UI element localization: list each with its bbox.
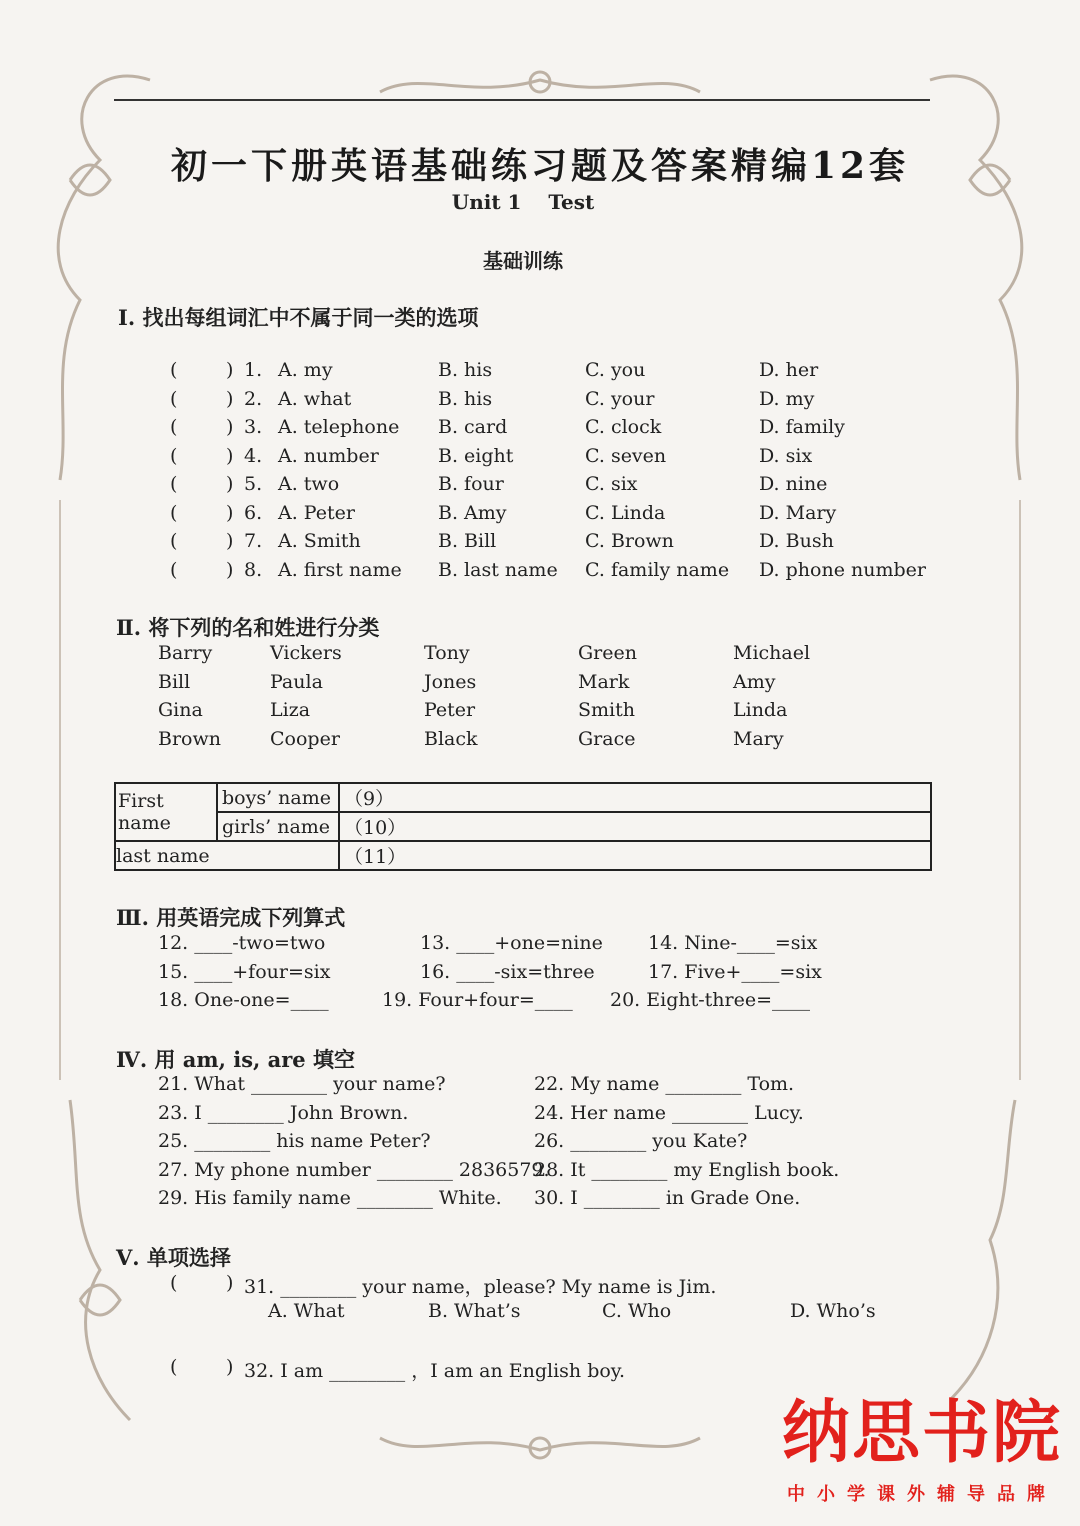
q2-paren: ( [170, 387, 178, 410]
arith-item: 14. Nine-____=six [648, 932, 818, 954]
blank-item: 26. ________ you Kate? [534, 1130, 748, 1152]
arith-item: 16. ____-six=three [420, 960, 595, 983]
q3-b: B. card [438, 416, 508, 438]
last-name-cell: last name [115, 841, 339, 870]
blank-item: 29. His family name ________ White. [158, 1187, 502, 1209]
q31-option-b: B. What’s [428, 1300, 521, 1322]
q1-b: B. his [438, 359, 493, 381]
q32-paren-close: ) [226, 1356, 234, 1378]
q7-num: 7. [244, 530, 263, 552]
blank-item: 25. ________ his name Peter? [158, 1130, 431, 1152]
arith-item: 13. ____+one=nine [420, 932, 603, 954]
answer-9-cell: （9） [339, 783, 931, 812]
q31-paren-close: ) [226, 1272, 234, 1294]
q6-a: A. Peter [278, 501, 355, 524]
q7-close: ) [226, 530, 234, 552]
blank-item: 22. My name ________ Tom. [534, 1073, 795, 1095]
q31-option-d: D. Who’s [790, 1300, 876, 1322]
test-label: Test [548, 190, 595, 214]
section-3-heading: Ⅲ. 用英语完成下列算式 [116, 905, 346, 930]
arith-item: 18. One-one=____ [158, 989, 329, 1011]
section-1-heading: Ⅰ. 找出每组词汇中不属于同一类的选项 [118, 305, 479, 330]
name-item: Amy [733, 670, 776, 693]
brand-name: 纳思书院 [781, 1394, 1062, 1473]
q6-c: C. Linda [585, 501, 666, 524]
q4-d: D. six [759, 444, 813, 467]
blank-item: 27. My phone number ________ 2836579. [158, 1158, 550, 1181]
q4-c: C. seven [585, 444, 667, 467]
q1-paren: ( [170, 359, 178, 381]
q5-paren: ( [170, 473, 178, 495]
name-item: Cooper [270, 727, 340, 750]
q4-a: A. number [278, 444, 379, 467]
page-title: 初一下册英语基础练习题及答案精编12套 [170, 145, 910, 187]
q4-close: ) [226, 444, 234, 467]
q8-d: D. phone number [759, 558, 926, 581]
name-item: Green [578, 642, 637, 664]
q3-d: D. family [759, 416, 845, 438]
q2-num: 2. [244, 387, 263, 410]
q1-num: 1. [244, 359, 263, 381]
blank-item: 23. I ________ John Brown. [158, 1101, 409, 1124]
q6-num: 6. [244, 501, 263, 524]
q31-paren-open: ( [170, 1272, 178, 1294]
classification-table [114, 782, 932, 871]
name-item: Vickers [270, 642, 342, 664]
q8-paren: ( [170, 558, 178, 581]
q2-close: ) [226, 387, 234, 410]
name-item: Bill [158, 670, 191, 693]
blank-item: 28. It ________ my English book. [534, 1158, 840, 1181]
q1-a: A. my [278, 359, 333, 381]
q7-paren: ( [170, 530, 178, 552]
arith-item: 20. Eight-three=____ [610, 989, 811, 1011]
q3-num: 3. [244, 416, 263, 438]
name-item: Jones [424, 670, 477, 693]
arith-item: 17. Five+____=six [648, 960, 822, 983]
q1-close: ) [226, 359, 234, 381]
brand-logo [781, 1394, 1062, 1506]
q3-c: C. clock [585, 416, 662, 438]
q5-a: A. two [278, 473, 340, 495]
name-item: Smith [578, 699, 635, 721]
name-item: Barry [158, 642, 213, 664]
name-item: Linda [733, 699, 788, 721]
arith-item: 12. ____-two=two [158, 932, 326, 954]
q3-paren: ( [170, 416, 178, 438]
blank-item: 21. What ________ your name? [158, 1073, 446, 1095]
answer-10-cell: （10） [339, 812, 931, 841]
section-heading-basic: 基础训练 [483, 249, 563, 273]
unit-label: Unit 1 [451, 190, 522, 214]
q6-b: B. Amy [438, 501, 507, 524]
answer-11-cell: （11） [339, 841, 931, 870]
q31-option-a: A. What [268, 1300, 345, 1322]
section-4-heading: Ⅳ. 用 am, is, are 填空 [116, 1047, 355, 1072]
q8-b: B. last name [438, 558, 558, 581]
q4-num: 4. [244, 444, 263, 467]
first-name-cell: First name [115, 783, 217, 841]
blank-item: 30. I ________ in Grade One. [534, 1187, 801, 1209]
q6-paren: ( [170, 501, 178, 524]
girls-name-cell: girls’ name [217, 812, 339, 841]
blank-item: 24. Her name ________ Lucy. [534, 1101, 804, 1124]
name-item: Gina [158, 699, 203, 721]
name-item: Black [424, 727, 478, 750]
name-item: Michael [733, 642, 811, 664]
q7-d: D. Bush [759, 530, 834, 552]
q5-d: D. nine [759, 473, 828, 495]
q2-c: C. your [585, 387, 655, 410]
q8-close: ) [226, 558, 234, 581]
q5-b: B. four [438, 473, 504, 495]
name-item: Brown [158, 727, 221, 750]
q7-a: A. Smith [278, 530, 361, 552]
q7-c: C. Brown [585, 530, 674, 552]
q2-d: D. my [759, 387, 815, 410]
unit-subtitle [0, 190, 1046, 214]
q4-b: B. eight [438, 444, 514, 467]
q3-close: ) [226, 416, 234, 438]
q32-paren-open: ( [170, 1356, 178, 1378]
q8-num: 8. [244, 558, 263, 581]
boys-name-cell: boys’ name [217, 783, 339, 812]
q32-text: 32. I am ________ ，I am an English boy. [244, 1360, 626, 1382]
name-item: Mary [733, 727, 784, 750]
arith-item: 19. Four+four=____ [382, 989, 573, 1011]
name-item: Mark [578, 670, 630, 693]
q5-num: 5. [244, 473, 263, 495]
q8-c: C. family name [585, 558, 730, 581]
name-item: Liza [270, 699, 311, 721]
q8-a: A. first name [278, 558, 402, 581]
q5-c: C. six [585, 473, 638, 495]
name-item: Peter [424, 699, 476, 721]
q2-a: A. what [278, 387, 352, 410]
name-item: Paula [270, 670, 323, 693]
q31-text: 31. ________ your name，please? My name is Jim. [244, 1276, 717, 1298]
q31-option-c: C. Who [602, 1300, 672, 1322]
section-5-heading: Ⅴ. 单项选择 [116, 1245, 231, 1270]
brand-tagline: 中小学课外辅导品牌 [786, 1484, 1057, 1505]
q1-d: D. her [759, 359, 819, 381]
arith-item: 15. ____+four=six [158, 960, 331, 983]
q5-close: ) [226, 473, 234, 495]
q4-paren: ( [170, 444, 178, 467]
name-item: Grace [578, 727, 636, 750]
section-2-heading: Ⅱ. 将下列的名和姓进行分类 [116, 615, 380, 640]
q6-close: ) [226, 501, 234, 524]
q1-c: C. you [585, 359, 646, 381]
q6-d: D. Mary [759, 501, 837, 524]
q2-b: B. his [438, 387, 493, 410]
name-item: Tony [424, 642, 470, 664]
q7-b: B. Bill [438, 530, 497, 552]
q3-a: A. telephone [278, 416, 400, 438]
